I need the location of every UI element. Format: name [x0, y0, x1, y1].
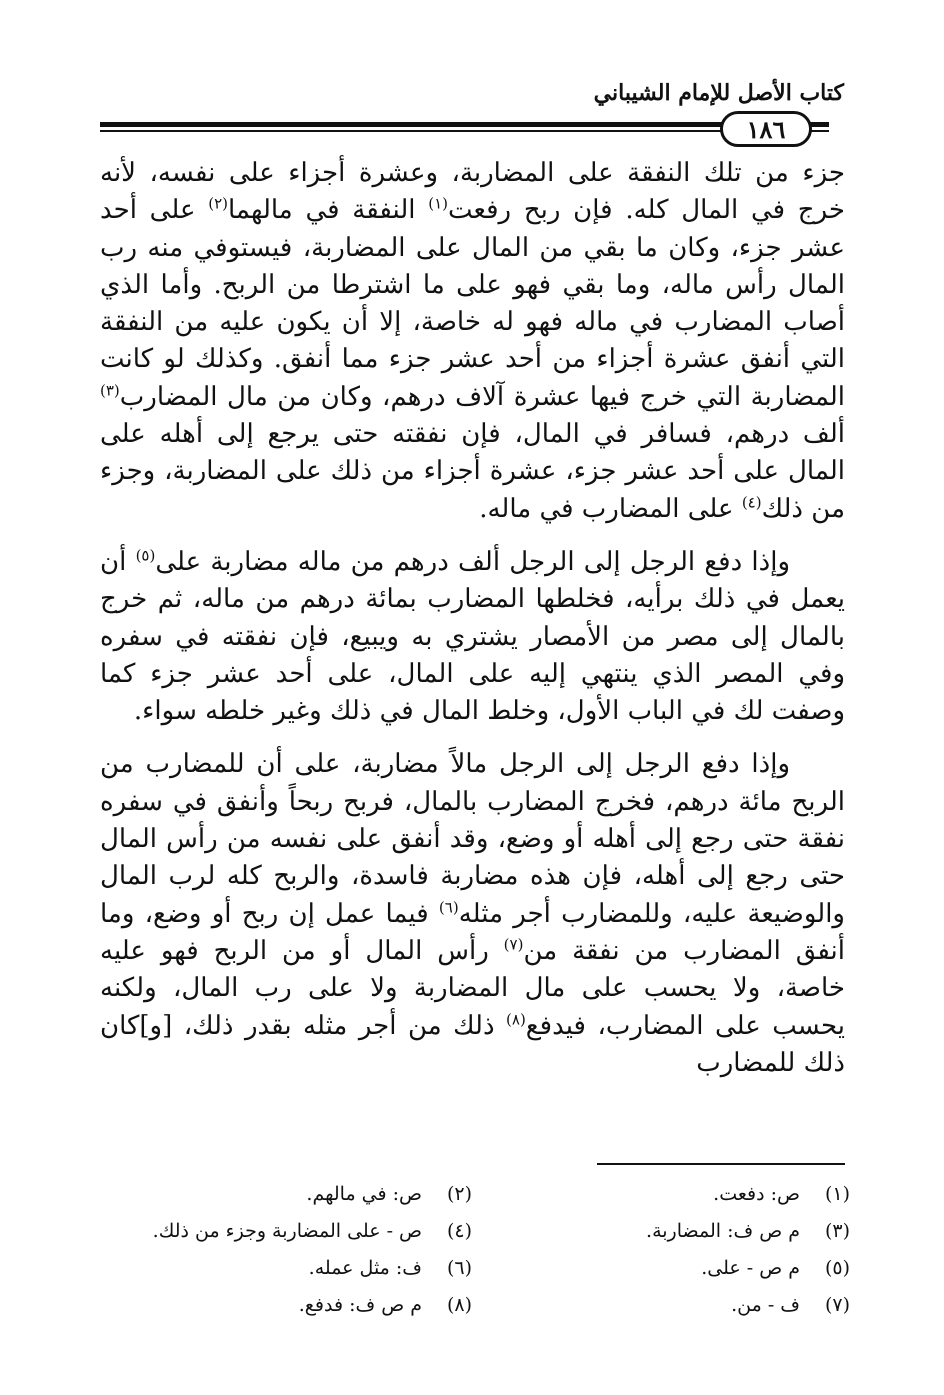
- text-segment: أن يعمل في ذلك برأيه، فخلطها المضارب بمائة درهم من ماله، ثم خرج بالمال إلى مصر من الأمصار يشتري به ويبيع، فإن نفقته في سفره وفي المصر الذي ينتهي إليه على المال، على أحد عشر جزء كما وصفت لك في الباب الأول، وخلط المال في ذلك وغير خلطه سواء.: [100, 546, 845, 727]
- footnote-number: (٢): [446, 1183, 472, 1205]
- footnote-item: [92, 1250, 472, 1287]
- paragraph-3: [100, 746, 845, 1082]
- footnote-item: [520, 1250, 850, 1287]
- footnote-ref-5: (٥): [135, 546, 156, 565]
- book-title: كتاب الأصل للإمام الشيباني: [593, 80, 844, 106]
- footnote-text: ص: في مالهم.: [306, 1183, 422, 1205]
- text-segment: رأس المال أو من الربح فهو عليه خاصة، ولا يحسب على مال المضاربة ولا على رب المال، ولكنه يحسب على المضارب، فيدفع: [100, 935, 845, 1041]
- footnote-number: (٨): [446, 1294, 472, 1316]
- footnote-number: (٣): [824, 1220, 850, 1242]
- text-segment: وإذا دفع الرجل إلى الرجل مالاً مضاربة، على أن للمضارب من الربح مائة درهم، فخرج المضارب بالمال، فربح ربحاً وأنفق في سفره نفقة حتى رجع إلى أهله أو وضع، وقد أنفق على نفسه من رأس المال حتى رجع إلى أهله، فإن هذه مضاربة فاسدة، والربح كله لرب المال والوضيعة عليه، وللمضارب أجر مثله: [100, 749, 845, 929]
- footnote-item: [520, 1176, 850, 1213]
- footnote-text: ف: مثل عمله.: [308, 1257, 422, 1279]
- footnote-text: ص - على المضاربة وجزء من ذلك.: [152, 1220, 422, 1242]
- footnote-item: [520, 1287, 850, 1324]
- text-segment: وإذا دفع الرجل إلى الرجل ألف درهم من ماله مضاربة على: [155, 546, 790, 577]
- footnote-ref-7: (٧): [503, 935, 524, 954]
- footnote-text: ف - من.: [731, 1294, 800, 1316]
- main-text: [100, 155, 845, 1082]
- paragraph-2: [100, 544, 845, 730]
- text-segment: النفقة في مالهما: [228, 195, 429, 226]
- footnote-ref-8: (٨): [506, 1009, 526, 1028]
- text-segment: ذلك من أجر مثله بقدر ذلك، [و]كان ذلك للمضارب: [100, 1010, 845, 1078]
- footnote-item: [92, 1176, 472, 1213]
- text-segment: على المضارب في ماله.: [479, 493, 742, 524]
- footnote-text: م ص ف: المضاربة.: [646, 1220, 800, 1242]
- footnote-number: (٥): [824, 1257, 850, 1279]
- footnote-ref-1: (١): [428, 194, 449, 213]
- footnote-ref-2: (٢): [208, 194, 228, 213]
- text-segment: ألف درهم، فسافر في المال، فإن نفقته حتى يرجع إلى أهله على المال على أحد عشر جزء، عشرة أجزاء من ذلك على المضاربة، وجزء من ذلك: [100, 419, 845, 524]
- page-number-badge: ١٨٦: [720, 111, 812, 147]
- footnote-item: [92, 1287, 472, 1324]
- text-segment: فيما عمل إن ربح أو وضع، وما أنفق المضارب من نفقة من: [100, 898, 845, 966]
- footnote-ref-4: (٤): [741, 493, 762, 512]
- footnote-text: ص: دفعت.: [713, 1183, 800, 1205]
- footnote-number: (١): [824, 1183, 850, 1205]
- footnote-ref-3: (٣): [100, 381, 120, 400]
- footnote-ref-6: (٦): [438, 897, 459, 916]
- footnotes-right-column: [520, 1176, 850, 1324]
- footnote-text: م ص ف: فدفع.: [298, 1294, 422, 1316]
- footnotes-left-column: [92, 1176, 472, 1324]
- footnote-item: [520, 1213, 850, 1250]
- text-segment: على أحد عشر جزء، وكان ما بقي من المال على المضاربة، فيستوفي منه رب المال رأس ماله، وما بقي فهو على ما اشترطا من الربح. وأما الذي أصاب المضارب في ماله فهو له خاصة، إلا أن يكون عليه من النفقة التي أنفق عشرة أجزاء من أحد عشر جزء مما أنفق. وكذلك لو كانت المضاربة التي خرج فيها عشرة آلاف درهم، وكان من مال المضارب: [100, 195, 845, 412]
- footnote-number: (٤): [446, 1220, 472, 1242]
- footnote-number: (٦): [446, 1257, 472, 1279]
- text-segment: جزء من تلك النفقة على المضاربة، وعشرة أجزاء على نفسه، لأنه خرج في المال كله. فإن ربح رفعت: [100, 158, 845, 226]
- footnote-item: [92, 1213, 472, 1250]
- footnote-separator: [597, 1163, 845, 1165]
- paragraph-1: [100, 155, 845, 528]
- footnote-number: (٧): [824, 1294, 850, 1316]
- footnote-text: م ص - على.: [701, 1257, 800, 1279]
